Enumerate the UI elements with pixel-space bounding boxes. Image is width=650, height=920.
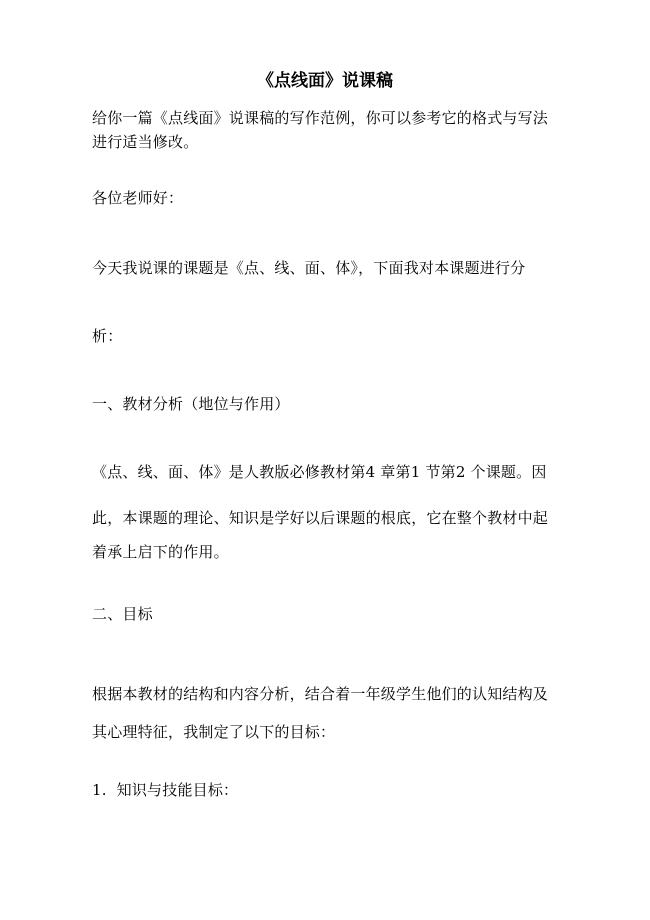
section-1-heading: 一、教材分析（地位与作用） xyxy=(92,395,290,413)
intro-line-1: 给你一篇《点线面》说课稿的写作范例，你可以参考它的格式与写法 xyxy=(92,109,549,127)
paragraph-2-line-3: 着承上启下的作用。 xyxy=(92,543,229,561)
intro-line-2: 进行适当修改。 xyxy=(92,133,199,151)
paragraph-2-line-2: 此，本课题的理论、知识是学好以后课题的根底，它在整个教材中起 xyxy=(92,509,549,527)
paragraph-3-line-2: 其心理特征，我制定了以下的目标： xyxy=(92,723,336,741)
list-item-1: 1. 知识与技能目标： xyxy=(92,781,239,799)
greeting: 各位老师好： xyxy=(92,189,184,207)
paragraph-2-line-1: 《点、线、面、体》是人教版必修教材第4 章第1 节第2 个课题。因 xyxy=(92,463,547,481)
paragraph-1-line-2: 析： xyxy=(92,327,123,345)
section-2-heading: 二、目标 xyxy=(92,605,153,623)
paragraph-3-line-1: 根据本教材的结构和内容分析，结合着一年级学生他们的认知结构及 xyxy=(92,685,549,703)
paragraph-1-line-1: 今天我说课的课题是《点、线、面、体》，下面我对本课题进行分 xyxy=(92,259,526,277)
document-title: 《点线面》说课稿 xyxy=(257,71,393,91)
